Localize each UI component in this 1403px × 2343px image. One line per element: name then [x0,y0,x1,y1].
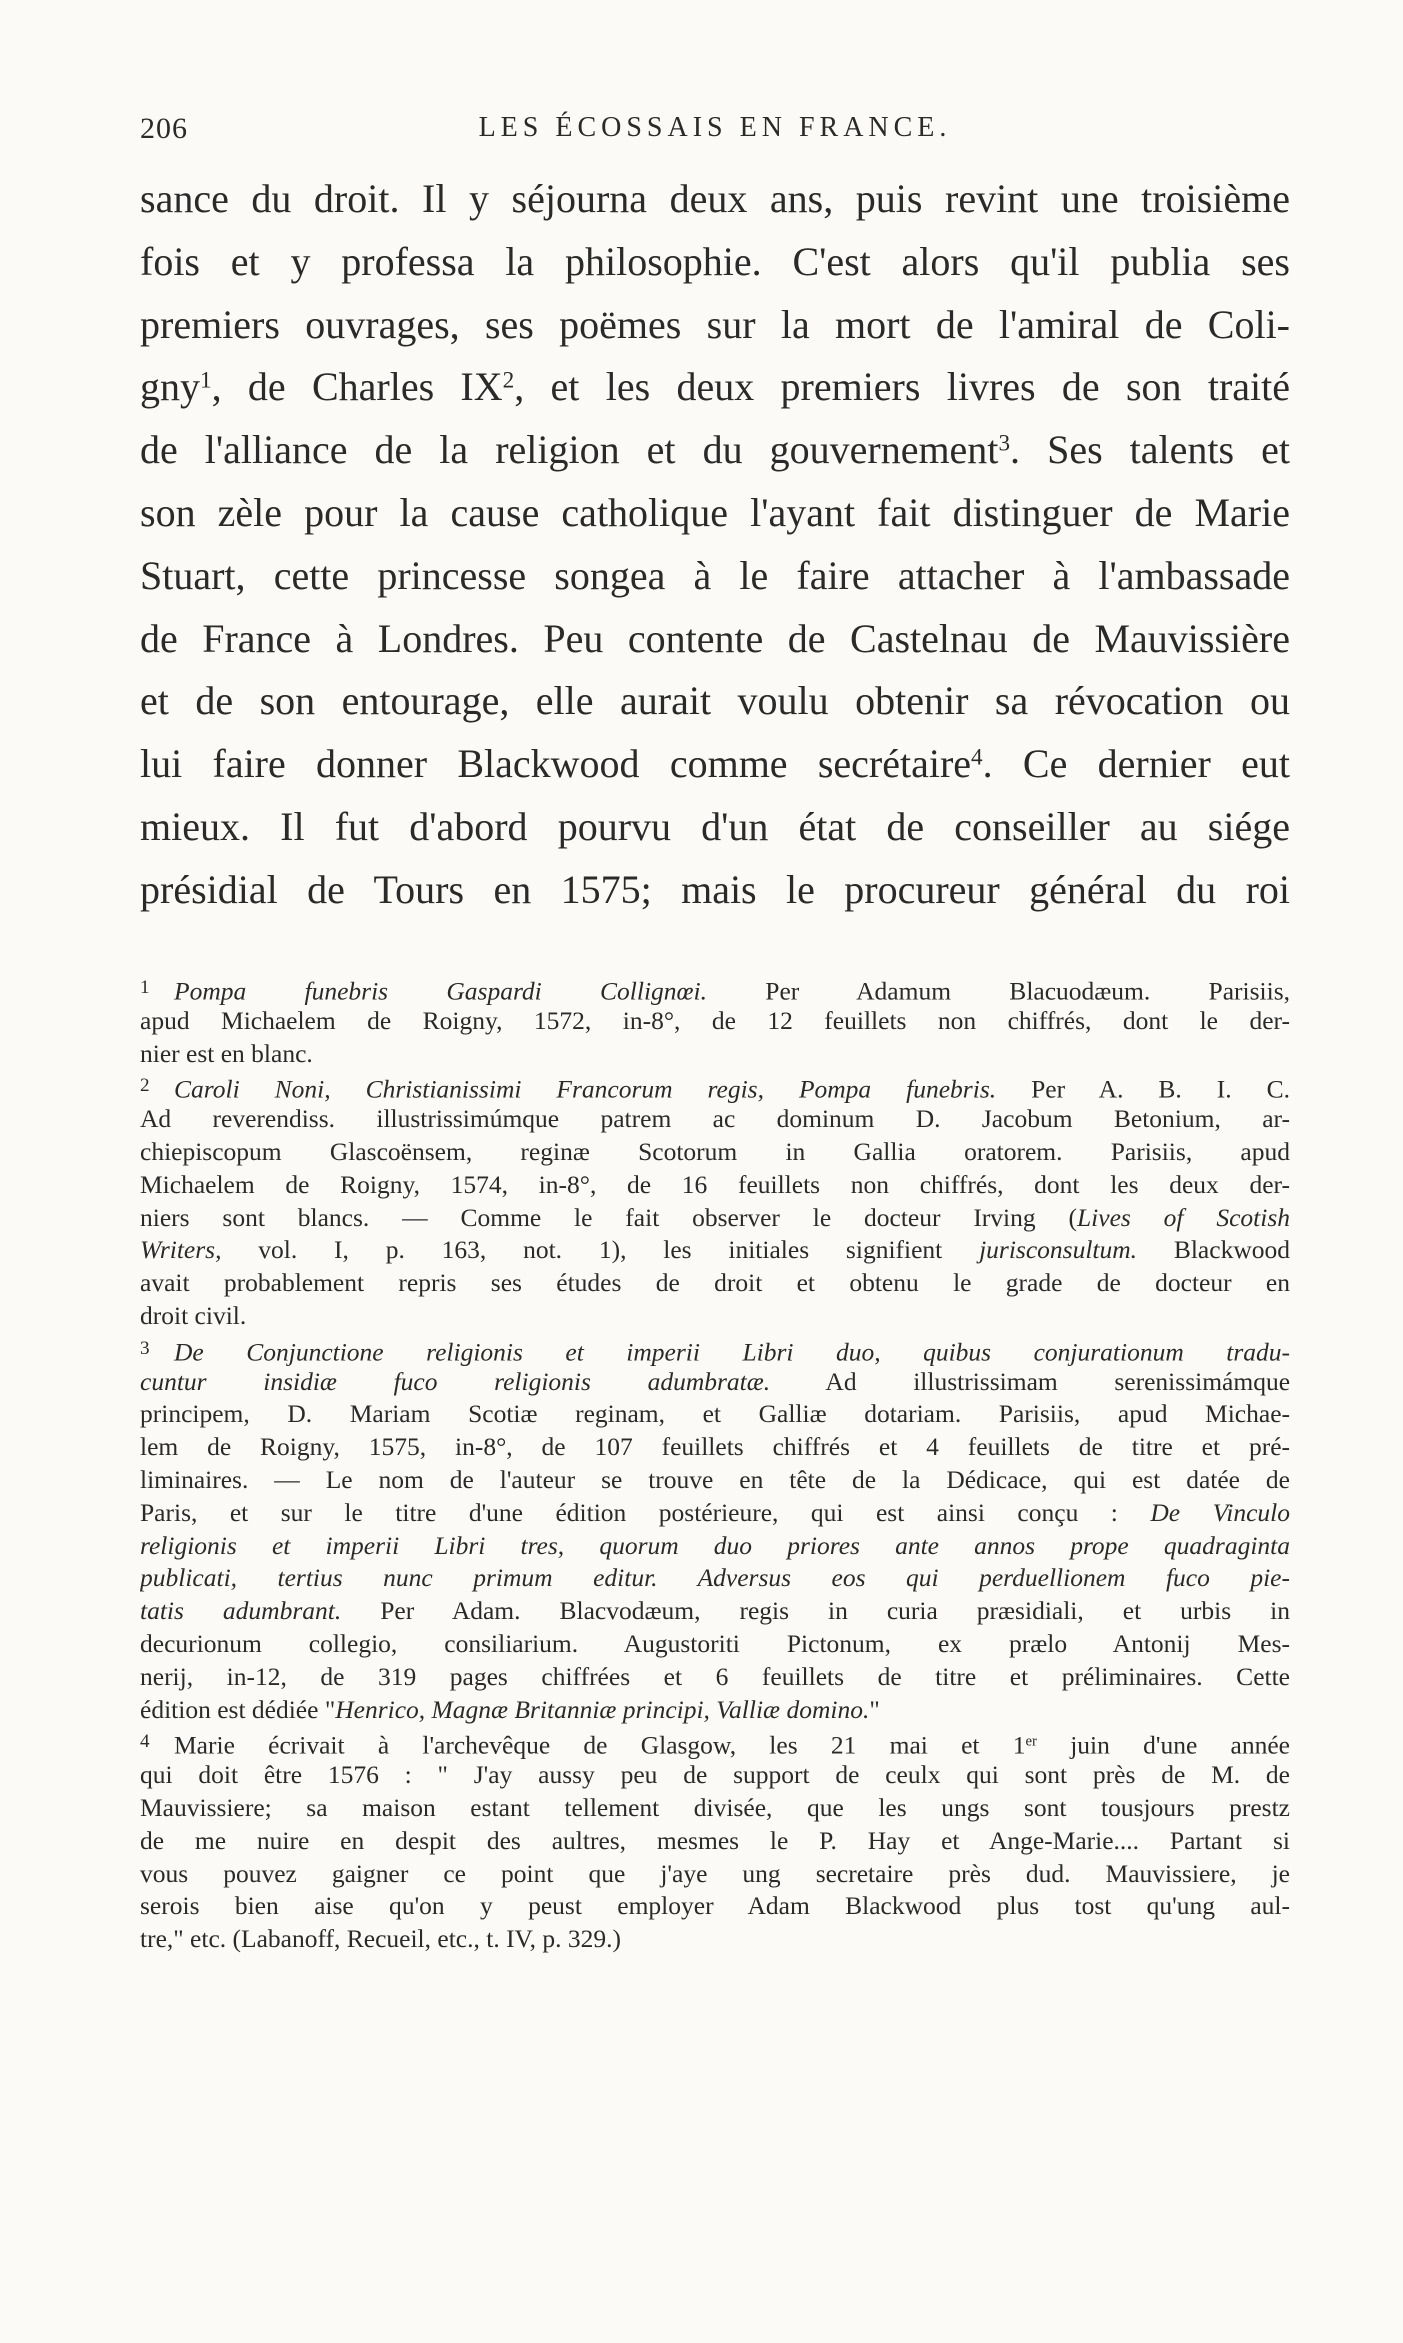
text-run: De Conjunctione religionis et imperii Libri duo, quibus conjurationum tradu- [174,1337,1290,1366]
superscript: er [1025,1733,1037,1750]
text-run: De Vinculo [1150,1497,1290,1527]
footnote-line: principem, D. Mariam Scotiæ reginam, et Galliæ dotariam. Parisiis, apud Michae- [140,1399,1290,1429]
text-run: publicati, tertius nunc primum editur. Adversus eos qui perduellionem fuco pie- [140,1563,1290,1593]
text-run: juin d'une année [1036,1731,1290,1760]
footnote-line: Ad reverendiss. illustrissimúmque patrem ac dominum D. Jacobum Betonium, ar- [140,1104,1290,1134]
footnote-line: Michaelem de Roigny, 1574, in-8°, de 16 feuillets non chiffrés, dont les deux der- [140,1169,1290,1199]
footnote-line: droit civil. [140,1300,247,1330]
text-run: Per A. B. I. C. [996,1075,1290,1104]
footnote-ref: 2 [502,367,515,394]
footnote-line: chiepiscopum Glascoënsem, reginæ Scotorum in Gallia oratorem. Parisiis, apud [140,1136,1290,1166]
body-line: son zèle pour la cause catholique l'ayant fait distinguer de Marie [140,489,1290,535]
text-run: " [869,1694,880,1724]
footnote-line [140,1530,1290,1563]
text-run: Paris, et sur le titre d'une édition postérieure, qui est ainsi conçu : [140,1497,1151,1527]
text-run: Marie écrivait à l'archevêque de Glasgow, les 21 mai et 1 [174,1731,1026,1760]
page-header [140,112,1290,152]
footnote-number: 2 [140,1075,150,1097]
footnote-line: liminaires. — Le nom de l'auteur se trouve en tête de la Dédicace, qui est datée de [140,1464,1290,1494]
footnote-line [140,1070,1290,1103]
text-run: Ad illustrissimam serenissimámque [770,1366,1290,1396]
footnote-line [140,972,1290,1005]
footnote-line: tre," etc. (Labanoff, Recueil, etc., t. IV, p. 329.) [140,1924,622,1954]
footnote-line: qui doit être 1576 : " J'ay aussy peu de support de ceulx qui sont près de M. de [140,1760,1290,1790]
body-line: de France à Londres. Peu contente de Castelnau de Mauvissière [140,615,1290,661]
footnote-number: 3 [140,1337,150,1359]
footnote-line: apud Michaelem de Roigny, 1572, in-8°, de 12 feuillets non chiffrés, dont le der- [140,1005,1290,1035]
footnote-number: 1 [140,977,150,998]
text-run: lui faire donner Blackwood comme secrétaire [140,741,972,787]
footnote-line [140,1726,1290,1759]
text-run: édition est dédiée " [140,1694,336,1724]
text-run: de l'alliance de la religion et du gouvernement [140,427,999,473]
text-run: tatis adumbrant. [140,1596,342,1626]
body-line: sance du droit. Il y séjourna deux ans, puis revint une troisième [140,176,1290,221]
footnote-line: lem de Roigny, 1575, in-8°, de 107 feuillets chiffrés et 4 feuillets de titre et pré- [140,1432,1290,1462]
body-line: fois et y professa la philosophie. C'est alors qu'il publia ses [140,238,1290,284]
footnote-line: nier est en blanc. [140,1038,313,1068]
text-run: gny [140,364,200,410]
body-line [140,733,1290,796]
footnote-line: serois bien aise qu'on y peust employer Adam Blackwood plus tost qu'ung aul- [140,1891,1290,1921]
footnote-line [140,1366,1290,1399]
text-run: Pompa funebris Gaspardi Collignœi. [174,976,708,1005]
footnote-line [140,1333,1290,1366]
page-number: 206 [140,112,188,145]
footnote-line: avait probablement repris ses études de droit et obtenu le grade de docteur en [140,1268,1290,1298]
footnote-ref: 4 [971,744,983,771]
text-run: . Ses talents et [1010,427,1290,473]
text-run: Blackwood [1137,1235,1290,1265]
footnote-line [140,1562,1290,1595]
footnote-ref: 3 [998,430,1011,457]
footnote-line: nerij, in-12, de 319 pages chiffrées et 6 feuillets de titre et préliminaires. Cette [140,1661,1290,1691]
body-line [140,419,1290,482]
footnote-number: 4 [140,1731,150,1753]
main-text [140,168,1290,922]
text-run: cuntur insidiæ fuco religionis adumbratæ. [140,1366,771,1396]
footnote-line: Mauvissiere; sa maison estant tellement divisée, que les ungs sont tousjours prestz [140,1792,1290,1822]
footnote-ref: 1 [200,367,212,394]
text-run: niers sont blancs. — Comme le fait observer le docteur Irving ( [140,1202,1077,1232]
footnote-line [140,1497,1290,1530]
text-run: Henrico, Magnæ Britanniæ principi, Valliæ domino. [335,1694,870,1724]
footnote-line [140,1202,1290,1235]
footnote-line [140,1694,1290,1727]
text-run: jurisconsultum. [979,1235,1138,1265]
running-title: LES ÉCOSSAIS EN FRANCE. [478,112,952,143]
body-line: mieux. Il fut d'abord pourvu d'un état de conseiller au siége [140,803,1290,849]
text-run: , de Charles IX [211,364,503,410]
text-run: religionis et imperii Libri tres, quorum duo priores ante annos prope quadraginta [140,1530,1290,1560]
text-run: Writers, [140,1235,222,1265]
text-run: . Ce dernier eut [982,741,1290,787]
body-line [140,356,1290,419]
text-run: Lives of Scotish [1076,1202,1290,1232]
text-run: , et les deux premiers livres de son traité [514,364,1290,410]
footnotes [140,972,1290,1956]
text-run: Caroli Noni, Christianissimi Francorum regis, Pompa funebris. [174,1075,997,1104]
body-line: présidial de Tours en 1575; mais le procureur général du roi [140,866,1290,912]
footnote-line: vous pouvez gaigner ce point que j'aye ung secretaire près dud. Mauvissiere, je [140,1858,1290,1888]
footnote-line [140,1234,1290,1267]
body-line: premiers ouvrages, ses poëmes sur la mort de l'amiral de Coli- [140,301,1290,347]
body-line: Stuart, cette princesse songea à le faire attacher à l'ambassade [140,552,1290,598]
text-run: vol. I, p. 163, not. 1), les initiales signifient [221,1235,980,1265]
text-run: Per Adamum Blacuodæum. Parisiis, [707,976,1290,1005]
text-run: Per Adam. Blacvodæum, regis in curia præsidiali, et urbis in [341,1596,1290,1626]
footnote-line: de me nuire en despit des aultres, mesmes le P. Hay et Ange-Marie.... Partant si [140,1825,1290,1855]
footnote-line [140,1595,1290,1628]
body-line: et de son entourage, elle aurait voulu obtenir sa révocation ou [140,678,1290,724]
footnote-line: decurionum collegio, consiliarium. Augustoriti Pictonum, ex prælo Antonij Mes- [140,1628,1290,1658]
